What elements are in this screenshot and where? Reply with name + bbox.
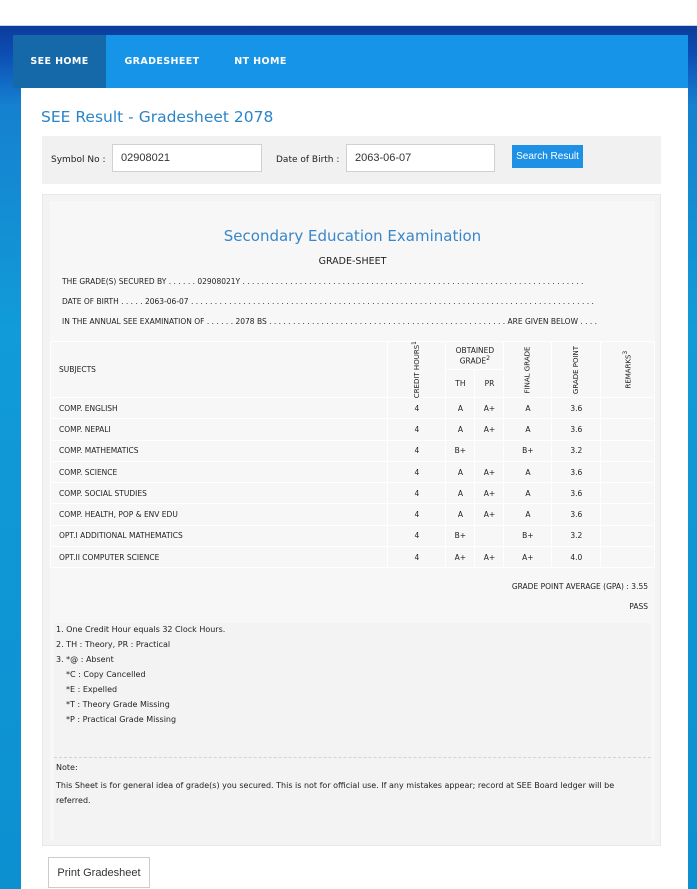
th-grade-cell: A [446,483,475,504]
subject-cell: COMP. SOCIAL STUDIES [51,483,388,504]
subject-cell: OPT.I ADDITIONAL MATHEMATICS [51,525,388,546]
header-credit-sup: 1 [412,340,419,345]
exam-line: IN THE ANNUAL SEE EXAMINATION OF . . . . . . 2078 BS . . . . . . . . . . . . . . . . . . . . . . . . . . . . . . . . . . . . . . . . . . . . . . . . . . ARE GIVEN BELOW . . . . [62,317,598,326]
final-grade-cell: A+ [504,547,552,568]
note-label: Note: [56,763,78,772]
dob-line: DATE OF BIRTH . . . . . 2063-06-07 . . . . . . . . . . . . . . . . . . . . . . . . . . . . . . . . . . . . . . . . . . . . . . . . . . . . . . . . . . . . . . . . . . . . . . . . . . . . . . . . . . . . . [62,297,594,306]
table-row [51,419,655,440]
header-credit-hours-label: CREDIT HOURS [413,344,422,399]
final-grade-cell: B+ [504,440,552,461]
table-row [51,504,655,525]
header-obtained-sup: 2 [486,354,491,362]
pr-grade-cell: A+ [475,419,504,440]
table-row [51,547,655,568]
final-grade-cell: A [504,483,552,504]
grade-point-cell: 4.0 [552,547,601,568]
remarks-cell [601,419,655,440]
footnote-2: 2. TH : Theory, PR : Practical [56,640,171,649]
table-row [51,440,655,461]
dob-label: Date of Birth : [276,155,340,165]
print-gradesheet-button[interactable]: Print Gradesheet [48,857,150,888]
grade-point-cell: 3.6 [552,398,601,419]
header-final-grade-label: FINAL GRADE [523,346,532,394]
table-row [51,398,655,419]
remarks-cell [601,398,655,419]
grade-point-cell: 3.6 [552,504,601,525]
header-th: TH [446,370,475,398]
header-remarks-label: REMARKS [624,354,633,389]
header-obtained-grade [446,342,504,370]
nav-gradesheet[interactable]: GRADESHEET [124,56,200,67]
credit-cell: 4 [388,398,446,419]
final-grade-cell: A [504,504,552,525]
subject-cell: COMP. MATHEMATICS [51,440,388,461]
grade-point-cell: 3.6 [552,461,601,482]
browser-top-strip [0,0,697,26]
remarks-cell [601,547,655,568]
exam-line-suffix: ARE GIVEN BELOW [507,317,578,326]
grade-point-cell: 3.6 [552,419,601,440]
remarks-cell [601,504,655,525]
th-grade-cell: B+ [446,440,475,461]
final-grade-cell: A [504,398,552,419]
credit-cell: 4 [388,547,446,568]
exam-line-year: 2078 BS [235,317,267,326]
exam-title: Secondary Education Examination [223,227,482,245]
final-grade-cell: A [504,461,552,482]
symbol-label: Symbol No : [51,155,106,165]
search-bar [42,136,661,184]
credit-cell: 4 [388,440,446,461]
header-remarks-sup: 3 [623,350,630,355]
dob-input[interactable]: 2063-06-07 [346,144,495,172]
th-grade-cell: A [446,398,475,419]
table-row [51,461,655,482]
pr-grade-cell [475,525,504,546]
gradesheet-inner [50,201,655,841]
header-grade-point-label: GRADE POINT [572,345,581,395]
table-row [51,483,655,504]
subject-cell: COMP. SCIENCE [51,461,388,482]
nav-see-home[interactable]: SEE HOME [13,35,106,88]
footnote-practical-missing: *P : Practical Grade Missing [66,715,177,724]
nav-nt-home[interactable]: NT HOME [234,56,287,67]
content-container [21,88,688,889]
footnote-copy-cancelled: *C : Copy Cancelled [66,670,146,679]
credit-cell: 4 [388,525,446,546]
remarks-cell [601,461,655,482]
gpa-value: 3.55 [631,582,648,591]
pr-grade-cell: A+ [475,461,504,482]
pr-grade-cell [475,440,504,461]
th-grade-cell: A [446,461,475,482]
pr-grade-cell: A+ [475,398,504,419]
result-status: PASS [629,602,648,611]
subject-cell: OPT.II COMPUTER SCIENCE [51,547,388,568]
gradesheet-panel [42,194,661,846]
grades-table [50,341,655,568]
gradesheet-subtitle: GRADE-SHEET [318,256,387,267]
table-row [51,525,655,546]
th-grade-cell: B+ [446,525,475,546]
secured-by-symbol: 02908021Y [197,277,241,286]
header-final-grade [504,342,552,398]
final-grade-cell: B+ [504,525,552,546]
credit-cell: 4 [388,461,446,482]
final-grade-cell: A [504,419,552,440]
footnote-theory-missing: *T : Theory Grade Missing [66,700,170,709]
note-text: This Sheet is for general idea of grade(s) you secured. This is not for official use. If any mistakes appear; record at SEE Board ledger will be referred. [56,781,615,805]
remarks-cell [601,483,655,504]
page-title: SEE Result - Gradesheet 2078 [41,108,274,126]
footnote-expelled: *E : Expelled [66,685,118,694]
grade-point-cell: 3.2 [552,440,601,461]
gpa-label: GRADE POINT AVERAGE (GPA) : [511,582,629,591]
exam-line-prefix: IN THE ANNUAL SEE EXAMINATION OF [62,317,205,326]
remarks-cell [601,440,655,461]
credit-cell: 4 [388,419,446,440]
header-credit-hours [388,342,446,398]
search-result-button[interactable]: Search Result [512,145,583,168]
gpa-line [512,582,648,591]
remarks-cell [601,525,655,546]
th-grade-cell: A+ [446,547,475,568]
header-remarks [601,342,655,398]
secured-by-line: THE GRADE(S) SECURED BY . . . . . . 02908021Y . . . . . . . . . . . . . . . . . . . . . . . . . . . . . . . . . . . . . . . . . . . . . . . . . . . . . . . . . . . . . . . . . . . . . . . . [62,277,584,286]
subject-cell: COMP. ENGLISH [51,398,388,419]
notes-divider [54,757,651,758]
footnote-1: 1. One Credit Hour equals 32 Clock Hours. [56,625,226,634]
symbol-input[interactable]: 02908021 [112,144,262,172]
dob-line-value: 2063-06-07 [144,297,189,306]
header-subjects: SUBJECTS [51,342,388,398]
pr-grade-cell: A+ [475,483,504,504]
th-grade-cell: A [446,504,475,525]
footnote-3: 3. *@ : Absent [56,655,114,664]
footnotes-panel [54,623,651,841]
header-grade-point [552,342,601,398]
grade-point-cell: 3.6 [552,483,601,504]
dob-line-prefix: DATE OF BIRTH [62,297,119,306]
header-obtained-grade-label: OBTAINED GRADE [455,345,495,366]
th-grade-cell: A [446,419,475,440]
subject-cell: COMP. HEALTH, POP & ENV EDU [51,504,388,525]
subject-cell: COMP. NEPALI [51,419,388,440]
grade-point-cell: 3.2 [552,525,601,546]
pr-grade-cell: A+ [475,504,504,525]
main-navbar [13,35,688,88]
credit-cell: 4 [388,504,446,525]
header-pr: PR [475,370,504,398]
secured-by-prefix: THE GRADE(S) SECURED BY [62,277,167,286]
credit-cell: 4 [388,483,446,504]
pr-grade-cell: A+ [475,547,504,568]
